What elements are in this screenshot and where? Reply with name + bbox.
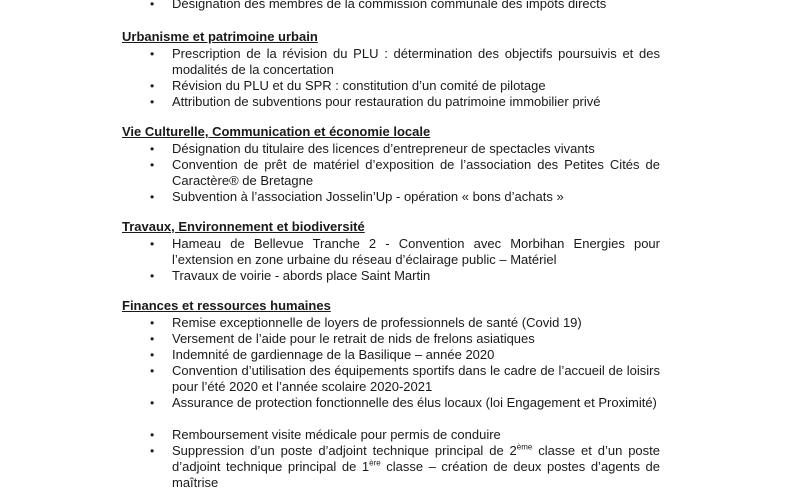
section-title-urbanisme: Urbanisme et patrimoine urbain — [122, 29, 318, 44]
item-text: Révision du PLU et du SPR : constitution d’un comité de pilotage — [172, 78, 546, 93]
section-title-finances: Finances et ressources humaines — [122, 298, 331, 313]
bullet-icon: • — [150, 269, 155, 283]
item-text: Désignation du titulaire des licences d’entrepreneur de spectacles vivants — [172, 141, 595, 156]
item-text: Convention d’utilisation des équipements sportifs dans le cadre de l’accueil de loisirs pour l’été 2020 et l’année scolaire 2020-2021 — [172, 363, 660, 394]
section-title-travaux: Travaux, Environnement et biodiversité — [122, 219, 365, 234]
bullet-icon: • — [150, 396, 155, 410]
bullet-icon: • — [150, 95, 155, 109]
bullet-icon: • — [150, 0, 155, 11]
bullet-icon: • — [150, 190, 155, 204]
item-text: Travaux de voirie - abords place Saint Martin — [172, 268, 431, 283]
item-text: Remboursement visite médicale pour permis de conduire — [172, 427, 501, 442]
bullet-icon: • — [150, 237, 155, 251]
section-title-vie-culturelle: Vie Culturelle, Communication et économie locale — [122, 124, 431, 139]
item-text: Assurance de protection fonctionnelle des élus locaux (loi Engagement et Proximité) — [172, 395, 657, 410]
bullet-icon: • — [150, 79, 155, 93]
item-text: Désignation des membres de la commission communale des impôts directs — [172, 0, 607, 11]
bullet-icon: • — [150, 47, 155, 61]
bullet-icon: • — [150, 428, 155, 442]
item-text: Prescription de la révision du PLU : détermination des objectifs poursuivis et des modalités de la concertation — [172, 46, 660, 77]
bullet-icon: • — [150, 158, 155, 172]
bullet-icon: • — [150, 316, 155, 330]
item-text: Subvention à l’association Josselin’Up - opération « bons d’achats » — [172, 189, 564, 204]
bullet-icon: • — [150, 142, 155, 156]
item-text: Versement de l’aide pour le retrait de nids de frelons asiatiques — [172, 331, 535, 346]
bullet-icon: • — [150, 348, 155, 362]
bullet-icon: • — [150, 364, 155, 378]
item-text: Remise exceptionnelle de loyers de professionnels de santé (Covid 19) — [172, 315, 582, 330]
item-text: Suppression d’un poste d’adjoint technique principal de 2ème classe et d’un poste d’adjoint technique principal de 1ère classe – création de deux postes d’agents de maîtrise — [172, 442, 660, 490]
item-text: Hameau de Bellevue Tranche 2 - Convention avec Morbihan Energies pour l’extension en zone urbaine du réseau d’éclairage public – Matériel — [172, 236, 660, 267]
item-text: Attribution de subventions pour restauration du patrimoine immobilier privé — [172, 94, 601, 109]
bullet-icon: • — [150, 332, 155, 346]
item-text: Indemnité de gardiennage de la Basilique – année 2020 — [172, 347, 495, 362]
item-text: Convention de prêt de matériel d’exposition de l’association des Petites Cités de Caractère® de Bretagne — [172, 157, 660, 188]
bullet-icon: • — [150, 444, 155, 458]
